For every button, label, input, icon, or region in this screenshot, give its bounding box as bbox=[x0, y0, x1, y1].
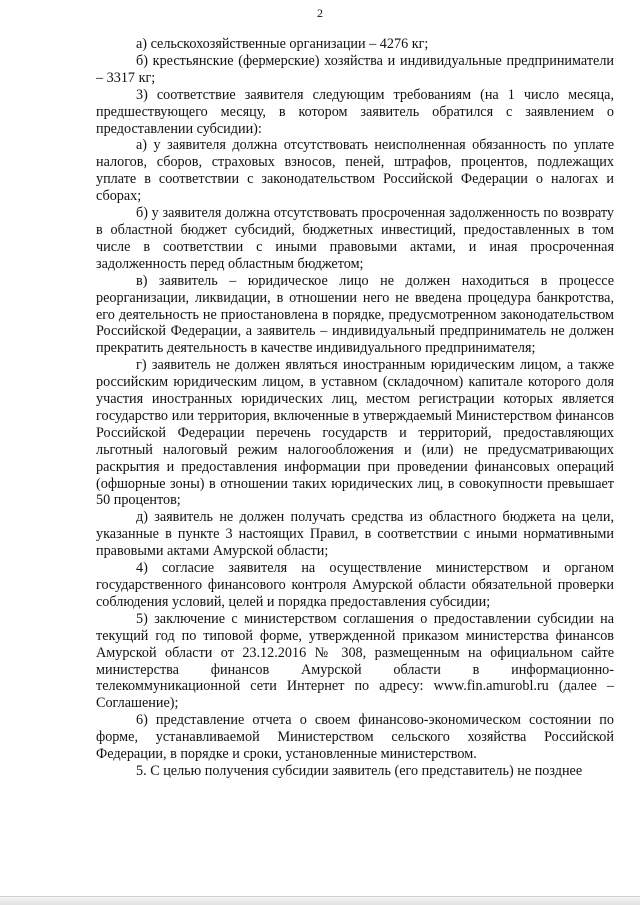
paragraph-item-a-agricultural-orgs: а) сельскохозяйственные организации – 4276 кг; bbox=[136, 36, 429, 52]
paragraph-requirements-3: 3) соответствие заявителя следующим требованиям (на 1 число месяца, предшествующего месяцу, в котором заявитель обратился с заявлением о предоставлении субсидии): bbox=[96, 86, 614, 137]
page-number: 2 bbox=[317, 6, 323, 20]
paragraph-requirement-v: в) заявитель – юридическое лицо не должен находиться в процессе реорганизации, ликвидации, в отношении него не введена процедура банкротства, его деятельность не приостановлена в порядке, предусмотренном законодательством Российской Федерации, а заявитель – индивидуальный предприниматель не должен прекратить деятельность в качестве индивидуального предпринимателя; bbox=[96, 272, 614, 357]
page-bottom-edge bbox=[0, 896, 640, 905]
document-body bbox=[96, 36, 614, 780]
paragraph-requirement-b: б) у заявителя должна отсутствовать просроченная задолженность по возврату в областной бюджет субсидий, бюджетных инвестиций, предоставленных в том числе в соответствии с иными правовыми актами, и иная просроченная задолженность перед областным бюджетом; bbox=[96, 205, 614, 272]
paragraph-requirement-a: а) у заявителя должна отсутствовать неисполненная обязанность по уплате налогов, сборов, страховых взносов, пеней, штрафов, процентов, подлежащих уплате в соответствии с законодательством Российской Федерации о налогах и сборах; bbox=[96, 137, 614, 205]
paragraph-report-6: 6) представление отчета о своем финансово-экономическом состоянии по форме, устанавливаемой Министерством сельского хозяйства Российской Федерации, в порядке и сроки, установленные министерством. bbox=[96, 712, 614, 763]
paragraph-consent-4: 4) согласие заявителя на осуществление министерством и органом государственного финансового контроля Амурской области обязательной проверки соблюдения условий, целей и порядка предоставления субсидии; bbox=[96, 560, 614, 610]
paragraph-requirement-d: д) заявитель не должен получать средства из областного бюджета на цели, указанные в пункте 3 настоящих Правил, в соответствии с иными нормативными правовыми актами Амурской области; bbox=[96, 509, 614, 560]
paragraph-agreement-5: 5) заключение с министерством соглашения о предоставлении субсидии на текущий год по типовой форме, утвержденной приказом министерства финансов Амурской области от 23.12.2016 № 308, размещенным на официальном сайте министерства финансов Амурской области в информационно-телекоммуникационной сети Интернет по адресу: www.fin.amurobl.ru (далее – Соглашение); bbox=[96, 610, 614, 712]
paragraph-requirement-g: г) заявитель не должен являться иностранным юридическим лицом, а также российским юридическим лицом, в уставном (складочном) капитале которого доля участия иностранных юридических лиц, местом регистрации которых является государство или территория, включенные в утверждаемый Министерством финансов Российской Федерации перечень государств и территорий, предоставляющих льготный налоговый режим налогообложения и (или) не предусматривающих раскрытия и предоставления информации при проведении финансовых операций (офшорные зоны) в отношении таких юридических лиц, в совокупности превышает 50 процентов; bbox=[96, 357, 614, 509]
paragraph-item-b-farms: б) крестьянские (фермерские) хозяйства и индивидуальные предприниматели – 3317 кг; bbox=[96, 52, 614, 86]
paragraph-section-5: 5. С целью получения субсидии заявитель (его представитель) не позднее bbox=[136, 762, 583, 779]
